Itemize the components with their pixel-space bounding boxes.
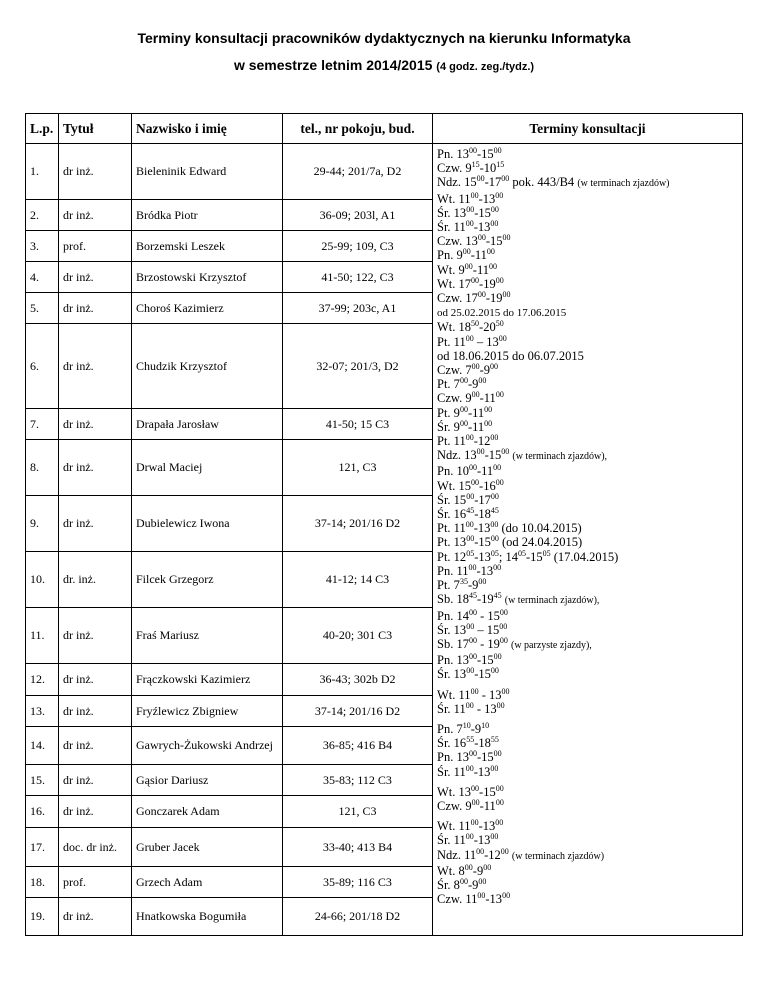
table-header-row — [26, 114, 743, 144]
cell-title: dr. inż. — [59, 552, 132, 608]
consultation-time-line: Pt. $7^{35}-9^{00}$ — [437, 577, 487, 593]
consultation-time-line: od 25.02.2015 do 17.06.2015 — [437, 307, 567, 320]
cell-lp: 9. — [26, 496, 59, 552]
header-lp: L.p. — [26, 114, 59, 144]
consultation-table — [25, 113, 743, 936]
consultation-time-line: Śr. $11^{00}-13^{00}$ — [437, 763, 499, 779]
cell-lp: 13. — [26, 696, 59, 727]
cell-name: Drwal Maciej — [132, 440, 283, 496]
consultation-time-line: Pn. $10^{00}-11^{00}$ — [437, 463, 502, 479]
cell-lp: 2. — [26, 200, 59, 231]
cell-lp: 18. — [26, 867, 59, 898]
consultation-time-line: Czw. $17^{00}-19^{00}$ — [437, 290, 511, 306]
cell-lp: 17. — [26, 828, 59, 867]
cell-title: dr inż. — [59, 664, 132, 696]
cell-name: Drapała Jarosław — [132, 409, 283, 440]
consultation-time-line: od 18.06.2015 do 06.07.2015 — [437, 348, 584, 363]
cell-phone-room: 40-20; 301 C3 — [283, 608, 433, 664]
document-title: Terminy konsultacji pracowników dydaktycznych na kierunku Informatyka — [137, 30, 631, 46]
header-name: Nazwisko i imię — [132, 114, 283, 144]
consultation-time-line: Wt. $11^{00}-13^{00}$ — [437, 818, 504, 834]
consultation-times-cell — [433, 144, 743, 936]
cell-phone-room: 37-99; 203c, A1 — [283, 293, 433, 324]
semester-label: w semestrze letnim 2014/2015 — [233, 57, 437, 73]
cell-title: dr inż. — [59, 440, 132, 496]
header-title: Tytuł — [59, 114, 132, 144]
cell-title: dr inż. — [59, 324, 132, 409]
consultation-time-line: Śr. $13^{00}-15^{00}$ — [437, 204, 499, 220]
consultation-time-line: Sb. $18^{45}-19^{45}$ (w terminach zjazdów), — [437, 591, 600, 607]
cell-title: dr inż. — [59, 496, 132, 552]
cell-lp: 5. — [26, 293, 59, 324]
cell-phone-room: 25-99; 109, C3 — [283, 231, 433, 262]
cell-lp: 4. — [26, 262, 59, 293]
cell-phone-room: 33-40; 413 B4 — [283, 828, 433, 867]
consultation-time-line: Wt. $11^{00}-13^{00}$ — [437, 190, 504, 206]
cell-name: Fryźlewicz Zbigniew — [132, 696, 283, 727]
consultation-time-line: Ndz. $11^{00}-12^{00}$ (w terminach zjazdów) — [437, 846, 605, 862]
cell-lp: 6. — [26, 324, 59, 409]
cell-title: dr inż. — [59, 144, 132, 200]
cell-title: dr inż. — [59, 727, 132, 765]
cell-title: doc. dr inż. — [59, 828, 132, 867]
cell-lp: 15. — [26, 765, 59, 796]
cell-name: Chudzik Krzysztof — [132, 324, 283, 409]
cell-lp: 3. — [26, 231, 59, 262]
cell-lp: 16. — [26, 796, 59, 828]
consultation-time-line: Śr. $16^{55}-18^{55}$ — [437, 735, 499, 751]
cell-phone-room: 29-44; 201/7a, D2 — [283, 144, 433, 200]
cell-name: Grzech Adam — [132, 867, 283, 898]
cell-phone-room: 37-14; 201/16 D2 — [283, 496, 433, 552]
cell-lp: 19. — [26, 898, 59, 936]
cell-title: prof. — [59, 231, 132, 262]
consultation-time-line: Pt. $11^{00}-13^{00}$ (do 10.04.2015) — [437, 520, 582, 536]
consultation-time-line: Pn. $11^{00}-13^{00}$ — [437, 562, 502, 578]
cell-lp: 8. — [26, 440, 59, 496]
cell-lp: 14. — [26, 727, 59, 765]
consultation-time-line: Śr. $9^{00}-11^{00}$ — [437, 418, 493, 434]
consultation-time-line: Wt. $11^{00} - 13^{00}$ — [437, 686, 510, 702]
cell-title: dr inż. — [59, 200, 132, 231]
header-phone-room: tel., nr pokoju, bud. — [283, 114, 433, 144]
cell-phone-room: 35-89; 116 C3 — [283, 867, 433, 898]
consultation-time-line: Śr. $11^{00} - 13^{00}$ — [437, 700, 505, 716]
consultation-time-line: Pt. $13^{00}-15^{00}$ (od 24.04.2015) — [437, 534, 583, 550]
consultation-time-line: Wt. $9^{00}-11^{00}$ — [437, 261, 497, 277]
consultation-time-line: Czw. $9^{00}-11^{00}$ — [437, 390, 504, 406]
cell-phone-room: 121, C3 — [283, 796, 433, 828]
cell-phone-room: 41-12; 14 C3 — [283, 552, 433, 608]
cell-title: dr inż. — [59, 765, 132, 796]
consultation-time-line: Pn. $13^{00}-15^{00}$ — [437, 749, 502, 765]
consultation-time-line: Czw. $9^{15}-10^{15}$ — [437, 160, 505, 176]
cell-phone-room: 41-50; 15 C3 — [283, 409, 433, 440]
consultation-time-line: Czw. $7^{00}-9^{00}$ — [437, 362, 499, 378]
consultation-time-line: Pn. $13^{00}-15^{00}$ — [437, 146, 502, 161]
consultation-time-line: Pn. $7^{10}-9^{10}$ — [437, 720, 490, 736]
cell-title: dr inż. — [59, 796, 132, 828]
cell-phone-room: 24-66; 201/18 D2 — [283, 898, 433, 936]
consultation-time-line: Ndz. $15^{00}-17^{00}$ pok. 443/B4 (w terminach zjazdów) — [437, 174, 670, 190]
consultation-time-line: Śr. $13^{00} - 15^{00}$ — [437, 621, 508, 637]
consultation-time-line: Czw. $11^{00}-13^{00}$ — [437, 891, 511, 907]
cell-lp: 1. — [26, 144, 59, 200]
consultation-time-line: Śr. $11^{00}-13^{00}$ — [437, 832, 499, 848]
consultation-time-line: Pt. $12^{05}-13^{05}$; $14^{05}-15^{05}$ (17.04.2015) — [437, 548, 619, 564]
consultation-time-line: Śr. $8^{00}-9^{00}$ — [437, 876, 487, 892]
consultation-time-line: Wt. $8^{00}-9^{00}$ — [437, 862, 492, 878]
cell-title: dr inż. — [59, 696, 132, 727]
consultation-time-line: Śr. $11^{00}-13^{00}$ — [437, 219, 499, 235]
cell-name: Dubielewicz Iwona — [132, 496, 283, 552]
consultation-time-line: Wt. $17^{00}-19^{00}$ — [437, 275, 504, 291]
consultation-time-line: Pn. $13^{00}-15^{00}$ — [437, 652, 502, 668]
cell-name: Bródka Piotr — [132, 200, 283, 231]
cell-phone-room: 36-09; 203l, A1 — [283, 200, 433, 231]
cell-phone-room: 41-50; 122, C3 — [283, 262, 433, 293]
cell-title: dr inż. — [59, 898, 132, 936]
consultation-time-line: Czw. $9^{00}-11^{00}$ — [437, 797, 504, 813]
consultation-time-line: Wt. $18^{50}-20^{50}$ — [437, 319, 504, 335]
cell-lp: 7. — [26, 409, 59, 440]
consultation-time-line: Śr. $15^{00}-17^{00}$ — [437, 491, 499, 507]
consultation-time-line: Śr. $16^{45}-18^{45}$ — [437, 506, 499, 522]
cell-name: Choroś Kazimierz — [132, 293, 283, 324]
cell-name: Filcek Grzegorz — [132, 552, 283, 608]
consultation-time-line: Pn. $14^{00} - 15^{00}$ — [437, 607, 508, 623]
consultation-time-line: Pn. $9^{00}-11^{00}$ — [437, 247, 495, 263]
consultation-time-line: Pt. $11^{00}-12^{00}$ — [437, 433, 499, 449]
consultation-time-line: Wt. $15^{00}-16^{00}$ — [437, 477, 504, 493]
cell-name: Borzemski Leszek — [132, 231, 283, 262]
cell-name: Hnatkowska Bogumiła — [132, 898, 283, 936]
consultation-time-line: Pt. $11^{00} - 13^{00}$ — [437, 333, 507, 349]
cell-phone-room: 121, C3 — [283, 440, 433, 496]
cell-title: dr inż. — [59, 293, 132, 324]
cell-name: Gruber Jacek — [132, 828, 283, 867]
cell-phone-room: 36-43; 302b D2 — [283, 664, 433, 696]
consultation-time-line: Pt. $7^{00}-9^{00}$ — [437, 376, 487, 392]
cell-title: dr inż. — [59, 608, 132, 664]
cell-lp: 10. — [26, 552, 59, 608]
table-row — [26, 144, 743, 200]
cell-title: prof. — [59, 867, 132, 898]
cell-name: Brzostowski Krzysztof — [132, 262, 283, 293]
hours-note: (4 godz. zeg./tydz.) — [436, 61, 535, 73]
consultation-time-line: Pt. $9^{00}-11^{00}$ — [437, 404, 493, 420]
consultation-time-line: Śr. $13^{00}-15^{00}$ — [437, 666, 499, 682]
cell-name: Gawrych-Żukowski Andrzej — [132, 727, 283, 765]
cell-phone-room: 36-85; 416 B4 — [283, 727, 433, 765]
cell-phone-room: 37-14; 201/16 D2 — [283, 696, 433, 727]
consultation-time-line: Ndz. $13^{00}-15^{00}$ (w terminach zjazdów), — [437, 447, 608, 463]
cell-lp: 12. — [26, 664, 59, 696]
cell-name: Gonczarek Adam — [132, 796, 283, 828]
cell-name: Gąsior Dariusz — [132, 765, 283, 796]
header-consultation-times: Terminy konsultacji — [433, 114, 743, 144]
document-subtitle — [0, 57, 768, 73]
cell-name: Bieleninik Edward — [132, 144, 283, 200]
cell-lp: 11. — [26, 608, 59, 664]
consultation-time-line: Wt. $13^{00}-15^{00}$ — [437, 783, 504, 799]
cell-title: dr inż. — [59, 409, 132, 440]
cell-phone-room: 32-07; 201/3, D2 — [283, 324, 433, 409]
consultation-time-line: Czw. $13^{00}-15^{00}$ — [437, 233, 511, 249]
cell-title: dr inż. — [59, 262, 132, 293]
cell-phone-room: 35-83; 112 C3 — [283, 765, 433, 796]
cell-name: Frączkowski Kazimierz — [132, 664, 283, 696]
cell-name: Fraś Mariusz — [132, 608, 283, 664]
consultation-time-line: Sb. $17^{00} - 19^{00}$ (w parzyste zjazdy), — [437, 635, 592, 651]
